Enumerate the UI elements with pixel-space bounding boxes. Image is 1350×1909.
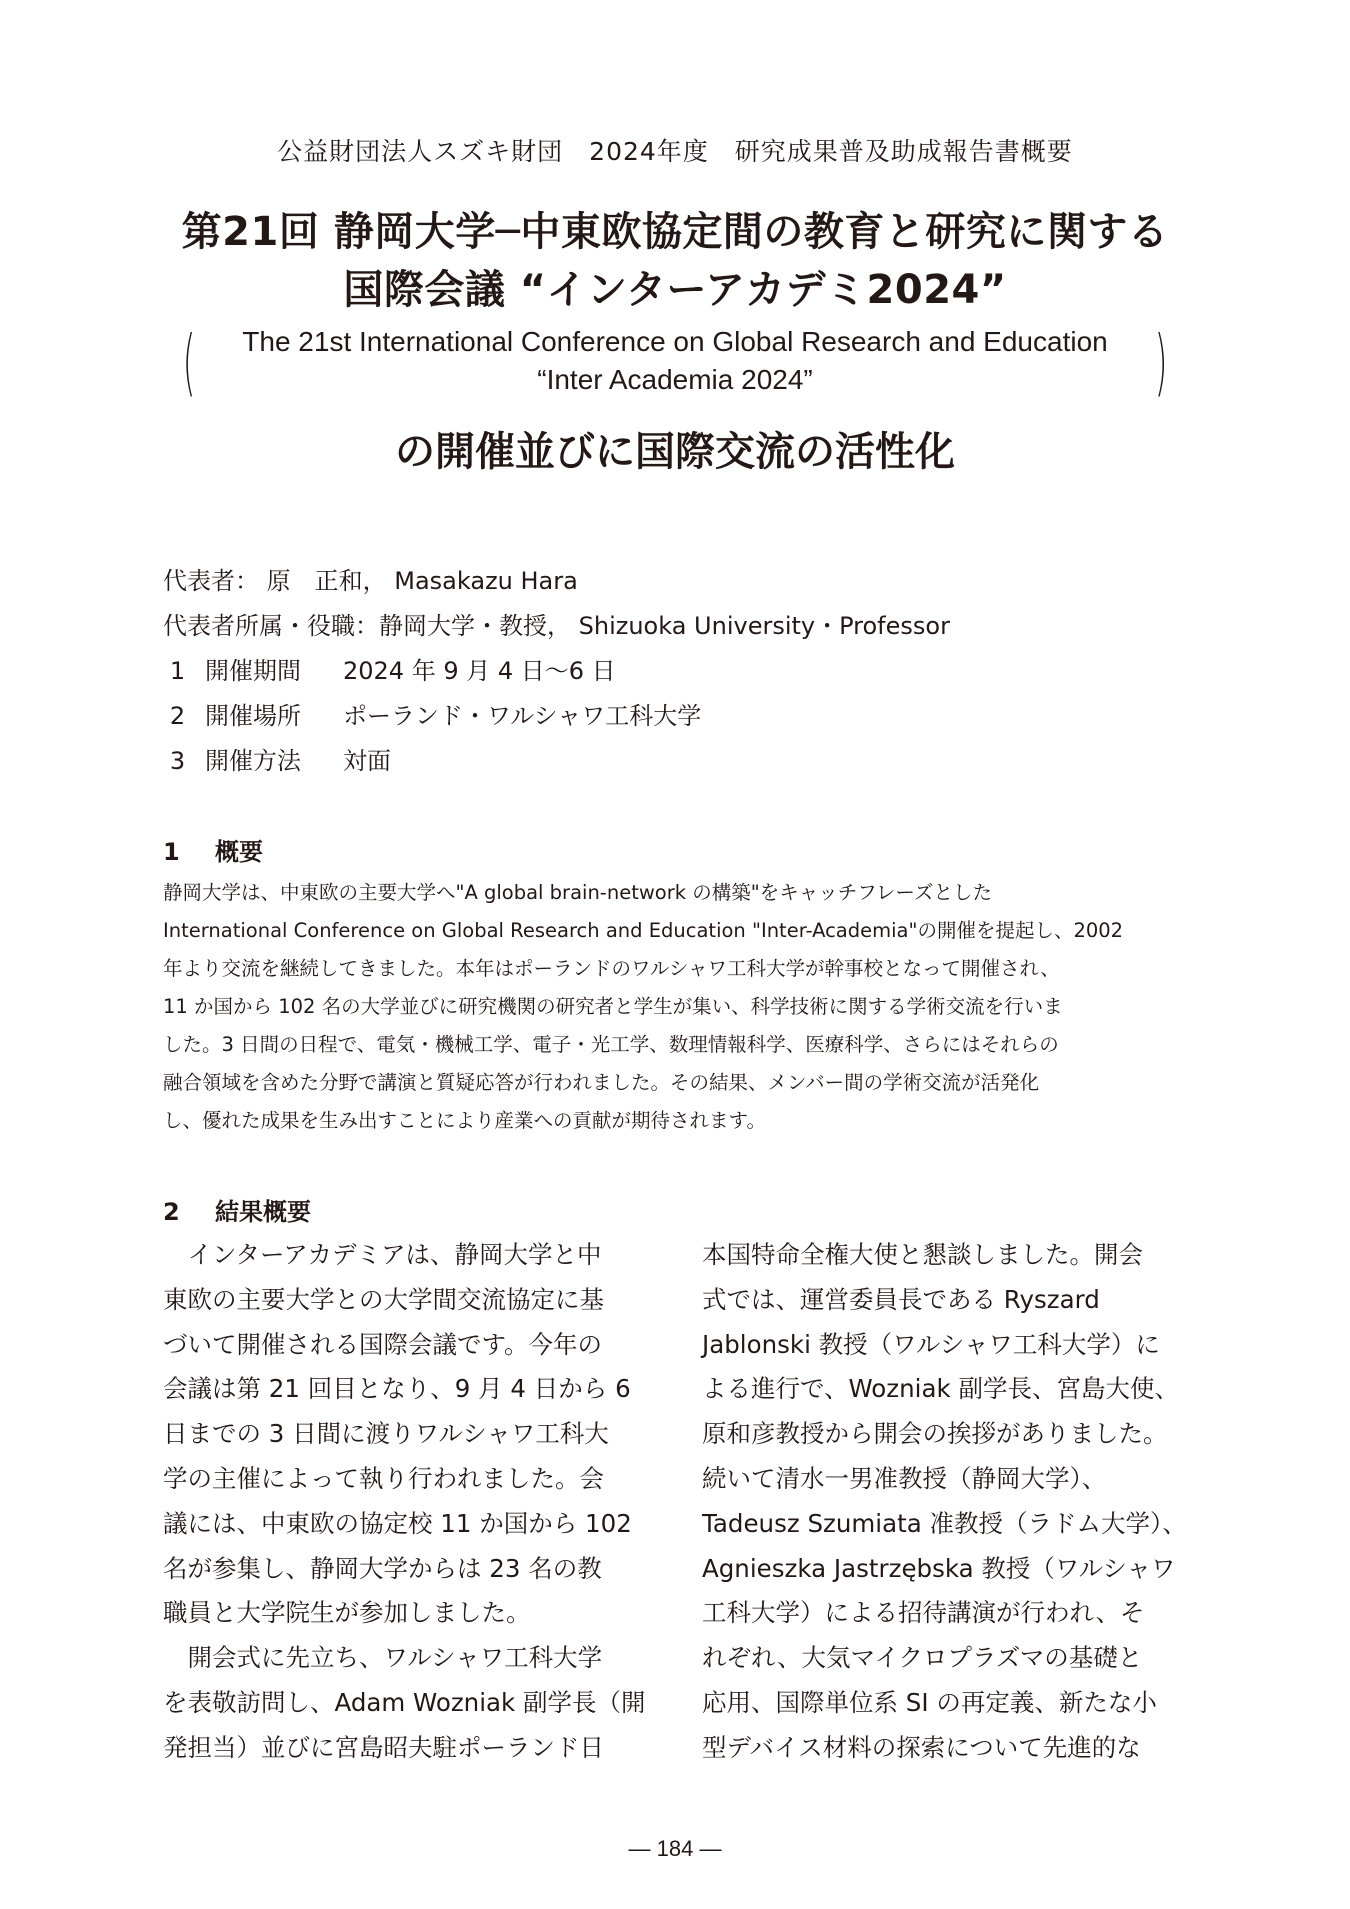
section-title: 概要 [215,838,263,866]
open-parenthesis: ( [182,320,196,404]
english-title-line-2: “Inter Academia 2024” [537,364,813,395]
section-title: 結果概要 [215,1198,311,1226]
column-line: 議には、中東欧の協定校 11 か国から 102 [163,1508,632,1538]
column-line: 学の主催によって執り行われました。会 [163,1463,604,1493]
column-line: Agnieszka Jastrzębska 教授（ワルシャワ [702,1553,1176,1583]
section-1-paragraph [163,874,1203,1140]
column-line: インターアカデミアは、静岡大学と中 [163,1240,602,1269]
column-line: Tadeusz Szumiata 准教授（ラドム大学）、 [702,1508,1187,1538]
column-line: 職員と大学院生が参加しました。 [163,1598,531,1628]
info-item-number: 3 [169,747,186,775]
report-header: 公益財団法人スズキ財団 2024年度 研究成果普及助成報告書概要 [277,137,1073,166]
info-item-value: ポーランド・ワルシャワ工科大学 [343,702,702,730]
paragraph-line: した。3 日間の日程で、電気・機械工学、電子・光工学、数理情報科学、医療科学、さらにはそれらの [163,1033,1059,1056]
representative: 代表者： 原 正和， Masakazu Hara [163,567,578,595]
english-title-block [175,322,1175,402]
info-item-number: 2 [169,702,186,730]
column-line: 続いて清水一男准教授（静岡大学）、 [702,1463,1107,1493]
section-number: 1 [163,838,180,866]
column-line: 開会式に先立ち、ワルシャワ工科大学 [163,1643,603,1673]
affiliation: 代表者所属・役職：静岡大学・教授， Shizuoka University・Professor [163,612,950,640]
paragraph-line: し、優れた成果を生み出すことにより産業への貢献が期待されます。 [163,1109,766,1132]
info-item [150,651,616,686]
column-line: 工科大学）による招待講演が行われ、そ [702,1598,1145,1628]
paragraph-line: 静岡大学は、中東欧の主要大学へ"A global brain-network の構築"をキャッチフレーズとした [163,881,992,904]
column-line: 原和彦教授から開会の挨拶がありました。 [702,1419,1168,1449]
subtitle: の開催並びに国際交流の活性化 [395,429,955,475]
section-2-heading [163,1192,311,1227]
column-line: 応用、国際単位系 SI の再定義、新たな小 [702,1687,1157,1717]
column-line: 型デバイス材料の探索について先進的な [702,1732,1141,1762]
section-2-left-column [163,1233,653,1771]
column-line: づいて開催される国際会議です。今年の [163,1329,603,1359]
column-line: 名が参集し、静岡大学からは 23 名の教 [163,1553,602,1583]
info-item-label: 開催場所 [205,702,301,730]
column-line: 会議は第 21 回目となり、9 月 4 日から 6 [163,1374,631,1404]
title-line-1: 第21回 静岡大学─中東欧協定間の教育と研究に関する [181,209,1169,255]
column-line: 本国特命全権大使と懇談しました。開会 [702,1240,1143,1269]
info-item-value: 対面 [343,747,391,775]
section-2-right-column [702,1233,1202,1771]
paragraph-line: 11 か国から 102 名の大学並びに研究機関の研究者と学生が集い、科学技術に関する学術交流を行いま [163,995,1063,1018]
column-line: 日までの 3 日間に渡りワルシャワ工科大 [163,1419,609,1449]
info-item [150,696,701,731]
info-item-label: 開催期間 [205,657,301,685]
column-line: れぞれ、大気マイクロプラズマの基礎と [702,1643,1143,1673]
paragraph-line: 融合領域を含めた分野で講演と質疑応答が行われました。その結果、メンバー間の学術交流が活発化 [163,1071,1040,1094]
column-line: Jablonski 教授（ワルシャワ工科大学）に [702,1329,1160,1359]
column-line: 式では、運営委員長である Ryszard [702,1284,1100,1314]
column-line: 東欧の主要大学との大学間交流協定に基 [163,1284,604,1314]
info-item-label: 開催方法 [205,747,301,775]
info-item [150,741,391,776]
paragraph-line: 年より交流を継続してきました。本年はポーランドのワルシャワ工科大学が幹事校となって開催され、 [163,957,1060,980]
page-number: — 184 — [628,1836,722,1861]
column-line: 発担当）並びに宮島昭夫駐ポーランド日 [163,1732,604,1762]
paragraph-line: International Conference on Global Research and Education "Inter-Academia"の開催を提起し、2002 [163,919,1124,942]
title-line-2: 国際会議 “インターアカデミ2024” [343,267,1007,313]
english-title-line-1: The 21st International Conference on Global Research and Education [242,326,1108,357]
info-item-number: 1 [169,657,186,685]
section-number: 2 [163,1198,180,1226]
column-line: よる進行で、Wozniak 副学長、宮島大使、 [702,1374,1179,1404]
close-parenthesis: ) [1154,320,1168,404]
section-1-heading [163,832,263,867]
column-line: を表敬訪問し、Adam Wozniak 副学長（開 [163,1687,646,1717]
info-item-value: 2024 年 9 月 4 日～6 日 [343,657,616,685]
